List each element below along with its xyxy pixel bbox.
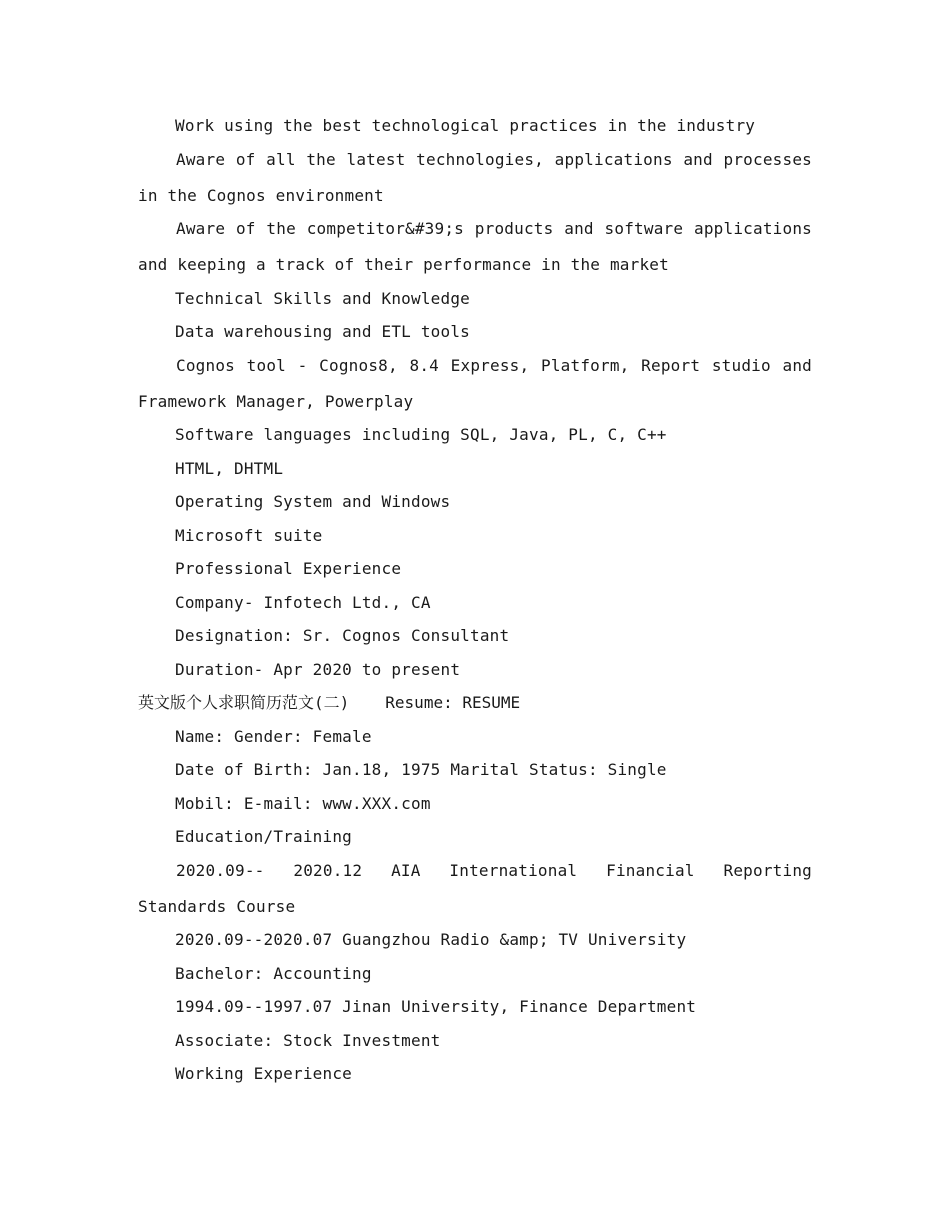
text-line: Operating System and Windows <box>175 492 451 511</box>
text-line: Software languages including SQL, Java, PL, C, C++ <box>175 425 667 444</box>
text-line: 1994.09--1997.07 Jinan University, Finance Department <box>175 997 697 1016</box>
section-heading-education: Education/Training <box>175 827 352 846</box>
section-heading-working-experience: Working Experience <box>175 1064 352 1083</box>
text-line: 2020.09--2020.07 Guangzhou Radio &amp; TV University <box>175 930 687 949</box>
section-heading-professional-experience: Professional Experience <box>175 559 402 578</box>
text-line: HTML, DHTML <box>175 458 284 478</box>
text-line: Company- Infotech Ltd., CA <box>175 592 431 612</box>
text-line: Associate: Stock Investment <box>175 1030 441 1050</box>
section-heading-technical-skills: Technical Skills and Knowledge <box>175 288 470 308</box>
text-line: Microsoft suite <box>175 525 323 545</box>
text-line: Duration- Apr 2020 to present <box>175 659 461 679</box>
text-line: Date of Birth: Jan.18, 1975 Marital Status: Single <box>175 760 667 779</box>
resume-heading <box>138 693 812 713</box>
text-line: Name: Gender: Female <box>175 726 372 746</box>
resume-title: 英文版个人求职简历范文(二) <box>138 693 350 712</box>
resume-subtitle: Resume: RESUME <box>385 693 521 712</box>
text-line: Bachelor: Accounting <box>175 963 372 983</box>
text-paragraph: Aware of the competitor&#39;s products and software applications and keeping a track of their performance in the market <box>138 219 812 274</box>
text-line: Mobil: E-mail: www.XXX.com <box>175 793 431 813</box>
text-line: Work using the best technological practices in the industry <box>175 116 756 135</box>
document-body <box>138 116 812 1098</box>
text-line: Designation: Sr. Cognos Consultant <box>175 626 510 645</box>
text-paragraph: 2020.09-- 2020.12 AIA International Financial Reporting Standards Course <box>138 860 812 916</box>
text-line: Data warehousing and ETL tools <box>175 322 470 341</box>
text-paragraph: Aware of all the latest technologies, applications and processes in the Cognos environment <box>138 149 812 205</box>
text-paragraph: Cognos tool - Cognos8, 8.4 Express, Platform, Report studio and Framework Manager, Powerplay <box>138 355 812 411</box>
